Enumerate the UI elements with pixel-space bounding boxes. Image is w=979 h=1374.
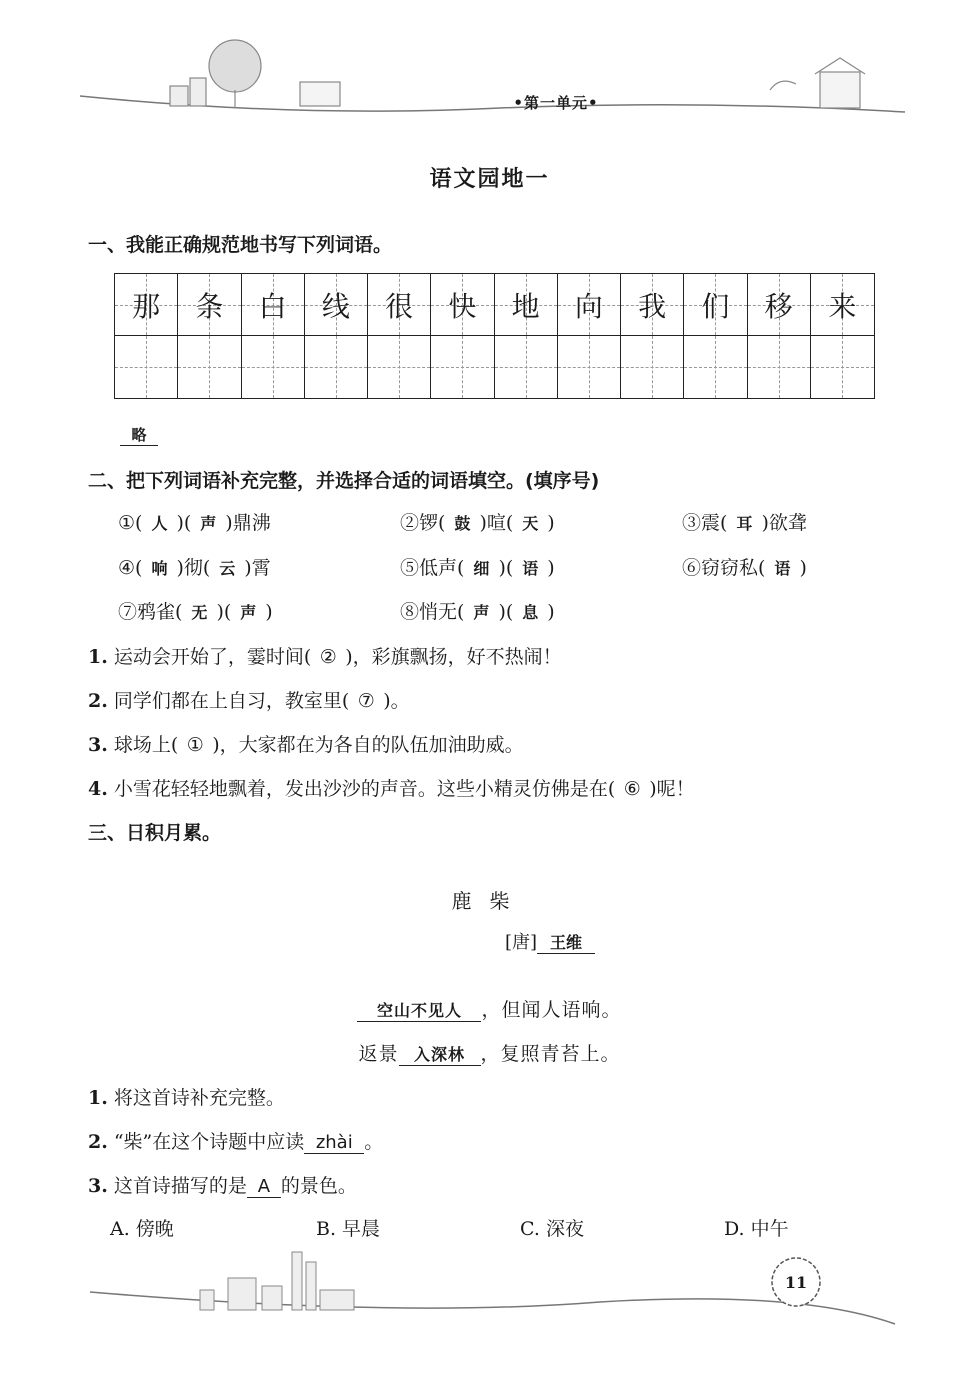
unit-label: •第一单元• bbox=[513, 94, 599, 112]
section2-heading: 二、把下列词语补充完整，并选择合适的词语填空。(填序号) bbox=[88, 470, 600, 492]
answer-blank[interactable]: 语 bbox=[522, 559, 539, 578]
answer-blank[interactable]: 天 bbox=[522, 514, 539, 533]
answer-note: 略 bbox=[120, 424, 158, 446]
grid-cell: 很 bbox=[368, 274, 431, 336]
grid-cell-empty[interactable] bbox=[368, 336, 431, 398]
fill-sentence: 1. 运动会开始了，霎时间( ② )，彩旗飘扬，好不热闹！ bbox=[88, 646, 562, 668]
idiom-item: ③震( 耳 )欲聋 bbox=[682, 512, 807, 534]
answer-blank[interactable]: ⑥ bbox=[623, 778, 641, 800]
grid-cell-empty[interactable] bbox=[811, 336, 874, 398]
answer-blank[interactable]: ⑦ bbox=[357, 690, 375, 712]
idiom-item: ④( 响 )彻( 云 )霄 bbox=[118, 557, 271, 579]
choice-option-b[interactable]: B. 早晨 bbox=[316, 1218, 381, 1240]
footer-decoration bbox=[0, 1240, 979, 1340]
answer-blank[interactable]: 耳 bbox=[736, 514, 753, 533]
question: 1. 将这首诗补充完整。 bbox=[88, 1087, 285, 1109]
idiom-item: ⑦鸦雀( 无 )( 声 ) bbox=[118, 601, 273, 623]
answer-blank[interactable]: ② bbox=[319, 646, 337, 668]
grid-cell-empty[interactable] bbox=[242, 336, 305, 398]
answer-blank[interactable]: 鼓 bbox=[454, 514, 471, 533]
answer-blank[interactable]: 声 bbox=[240, 603, 257, 622]
writing-grid bbox=[114, 273, 875, 399]
answer-blank[interactable]: 细 bbox=[473, 559, 490, 578]
answer-blank[interactable]: ① bbox=[186, 734, 204, 756]
header-decoration bbox=[0, 0, 979, 150]
grid-cell: 向 bbox=[558, 274, 621, 336]
poem-blank[interactable]: 空山不见人 bbox=[357, 998, 481, 1022]
poem-blank[interactable]: 入深林 bbox=[399, 1042, 481, 1066]
grid-cell-empty[interactable] bbox=[305, 336, 368, 398]
fill-sentence: 2. 同学们都在上自习，教室里( ⑦ )。 bbox=[88, 690, 410, 712]
pinyin-blank[interactable]: zhài bbox=[304, 1132, 364, 1154]
section3-heading: 三、日积月累。 bbox=[88, 822, 222, 844]
poem-title: 鹿柴 bbox=[451, 889, 528, 913]
fill-sentence: 3. 球场上( ① )，大家都在为各自的队伍加油助威。 bbox=[88, 734, 524, 756]
answer-blank[interactable]: 人 bbox=[151, 514, 168, 533]
grid-cell: 来 bbox=[811, 274, 874, 336]
grid-cell: 线 bbox=[305, 274, 368, 336]
fill-sentence: 4. 小雪花轻轻地飘着，发出沙沙的声音。这些小精灵仿佛是在( ⑥ )呢！ bbox=[88, 778, 695, 800]
poem-line-1: 空山不见人 ，但闻人语响。 bbox=[0, 995, 979, 1022]
answer-blank[interactable]: 声 bbox=[200, 514, 217, 533]
dynasty: [唐] bbox=[505, 932, 538, 953]
grid-cell: 那 bbox=[115, 274, 178, 336]
idiom-item: ①( 人 )( 声 )鼎沸 bbox=[118, 512, 271, 534]
grid-cell: 我 bbox=[621, 274, 684, 336]
answer-blank[interactable]: 响 bbox=[151, 559, 168, 578]
grid-cell-empty[interactable] bbox=[178, 336, 241, 398]
answer-blank[interactable]: 声 bbox=[473, 603, 490, 622]
grid-cell: 条 bbox=[178, 274, 241, 336]
grid-cell-empty[interactable] bbox=[621, 336, 684, 398]
grid-cell: 移 bbox=[748, 274, 811, 336]
grid-cell: 们 bbox=[684, 274, 747, 336]
idiom-item: ⑥窃窃私( 语 ) bbox=[682, 557, 807, 579]
grid-cell-empty[interactable] bbox=[115, 336, 178, 398]
answer-blank[interactable]: 息 bbox=[522, 603, 539, 622]
grid-cell: 快 bbox=[431, 274, 494, 336]
idiom-item: ⑤低声( 细 )( 语 ) bbox=[400, 557, 555, 579]
poem-author-line bbox=[505, 928, 595, 954]
idiom-item: ②锣( 鼓 )喧( 天 ) bbox=[400, 512, 555, 534]
grid-cell: 地 bbox=[495, 274, 558, 336]
idiom-item: ⑧悄无( 声 )( 息 ) bbox=[400, 601, 555, 623]
grid-cell-empty[interactable] bbox=[431, 336, 494, 398]
choice-option-d[interactable]: D. 中午 bbox=[724, 1218, 789, 1240]
poem-line-2: 返景 入深林 ，复照青苔上。 bbox=[358, 1043, 621, 1065]
choice-option-a[interactable]: A. 傍晚 bbox=[110, 1218, 174, 1240]
grid-cell-empty[interactable] bbox=[748, 336, 811, 398]
grid-cell-empty[interactable] bbox=[684, 336, 747, 398]
choice-blank[interactable]: A bbox=[247, 1176, 281, 1198]
choice-option-c[interactable]: C. 深夜 bbox=[520, 1218, 584, 1240]
answer-blank[interactable]: 云 bbox=[219, 559, 236, 578]
answer-blank[interactable]: 语 bbox=[774, 559, 791, 578]
grid-cell-empty[interactable] bbox=[495, 336, 558, 398]
section1-heading: 一、我能正确规范地书写下列词语。 bbox=[88, 234, 393, 256]
author-blank[interactable]: 王维 bbox=[537, 930, 595, 954]
page-title: 语文园地一 bbox=[429, 166, 550, 192]
answer-blank[interactable]: 无 bbox=[191, 603, 208, 622]
question: 2. “柴”在这个诗题中应读 zhài 。 bbox=[88, 1131, 384, 1153]
question: 3. 这首诗描写的是 A 的景色。 bbox=[88, 1175, 357, 1197]
grid-cell-empty[interactable] bbox=[558, 336, 621, 398]
page-number: 11 bbox=[784, 1272, 808, 1292]
grid-cell: 白 bbox=[242, 274, 305, 336]
